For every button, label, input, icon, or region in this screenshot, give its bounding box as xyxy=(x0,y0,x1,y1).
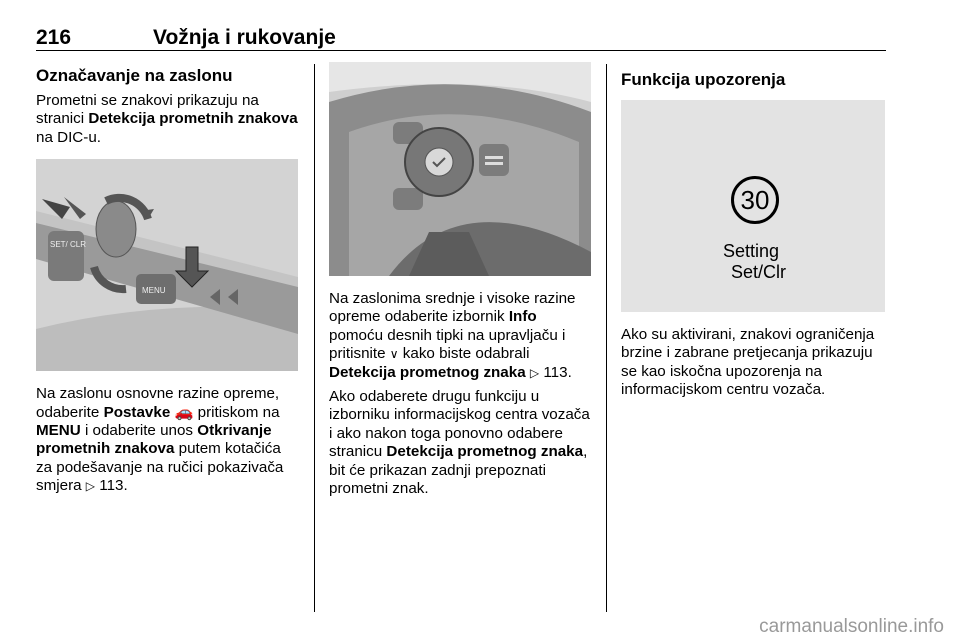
setting-label: Setting xyxy=(723,241,780,261)
mid-high-display-paragraph: Na zaslonima srednje i visoke razine opreme odaberite izbornik Info pomoću desnih tipki na upravljaču i pritisnite ∨ kako biste odabrali Detekcija prometnog znaka ▷ 113. xyxy=(329,290,576,381)
basic-display-paragraph: Na zaslonu osnovne razine opreme, odaberite Postavke 🚗 pritiskom na MENU i odaberite unos Otkrivanje prometnih znakova putem kotačića za podešavanje na ručici pokazivača smjera ▷ 113. xyxy=(36,385,284,495)
other-function-paragraph: Ako odaberete drugu funkciju u izborniku informacijskog centra vozača i ako nakon toga ponovno odabere stranicu Detekcija prometnog znaka, bit će prikazan zadnji prepoznati prometni znak. xyxy=(329,388,590,498)
column-divider-1 xyxy=(314,64,315,612)
section-heading-warning: Funkcija upozorenja xyxy=(621,70,786,89)
steering-wheel-controls-illustration xyxy=(329,62,591,276)
menu-label: MENU xyxy=(142,286,166,296)
page-reference-arrow-icon: ▷ xyxy=(529,365,540,380)
speed-limit-sign: 30 xyxy=(731,176,779,224)
set-clr-label: SET/ CLR xyxy=(50,240,87,250)
select-check-icon: ∨ xyxy=(389,347,399,362)
intro-paragraph: Prometni se znakovi prikazuju na stranici Detekcija prometnih znakova na DIC-u. xyxy=(36,92,298,146)
warning-paragraph: Ako su aktivirani, znakovi ograničenja brzine i zabrane pretjecanja prikazuju se kao iskočna upozorenja na informacijskom centru vozača. xyxy=(621,326,875,399)
section-heading-display: Označavanje na zaslonu xyxy=(36,66,233,85)
indicator-stalk-illustration xyxy=(36,159,298,371)
chapter-title: Vožnja i rukovanje xyxy=(153,26,336,49)
watermark: carmanualsonline.info xyxy=(759,616,944,637)
column-1 xyxy=(36,58,301,502)
column-divider-2 xyxy=(606,64,607,612)
header-rule xyxy=(36,50,886,51)
column-3 xyxy=(621,62,887,406)
speed-limit-display-illustration xyxy=(621,100,885,312)
page-reference-arrow-icon: ▷ xyxy=(85,479,96,494)
car-settings-icon: 🚗 xyxy=(174,403,194,421)
page-header xyxy=(36,22,886,52)
page-number: 216 xyxy=(36,26,72,49)
set-clr-label: Set/Clr xyxy=(731,262,787,282)
column-2 xyxy=(329,62,594,504)
